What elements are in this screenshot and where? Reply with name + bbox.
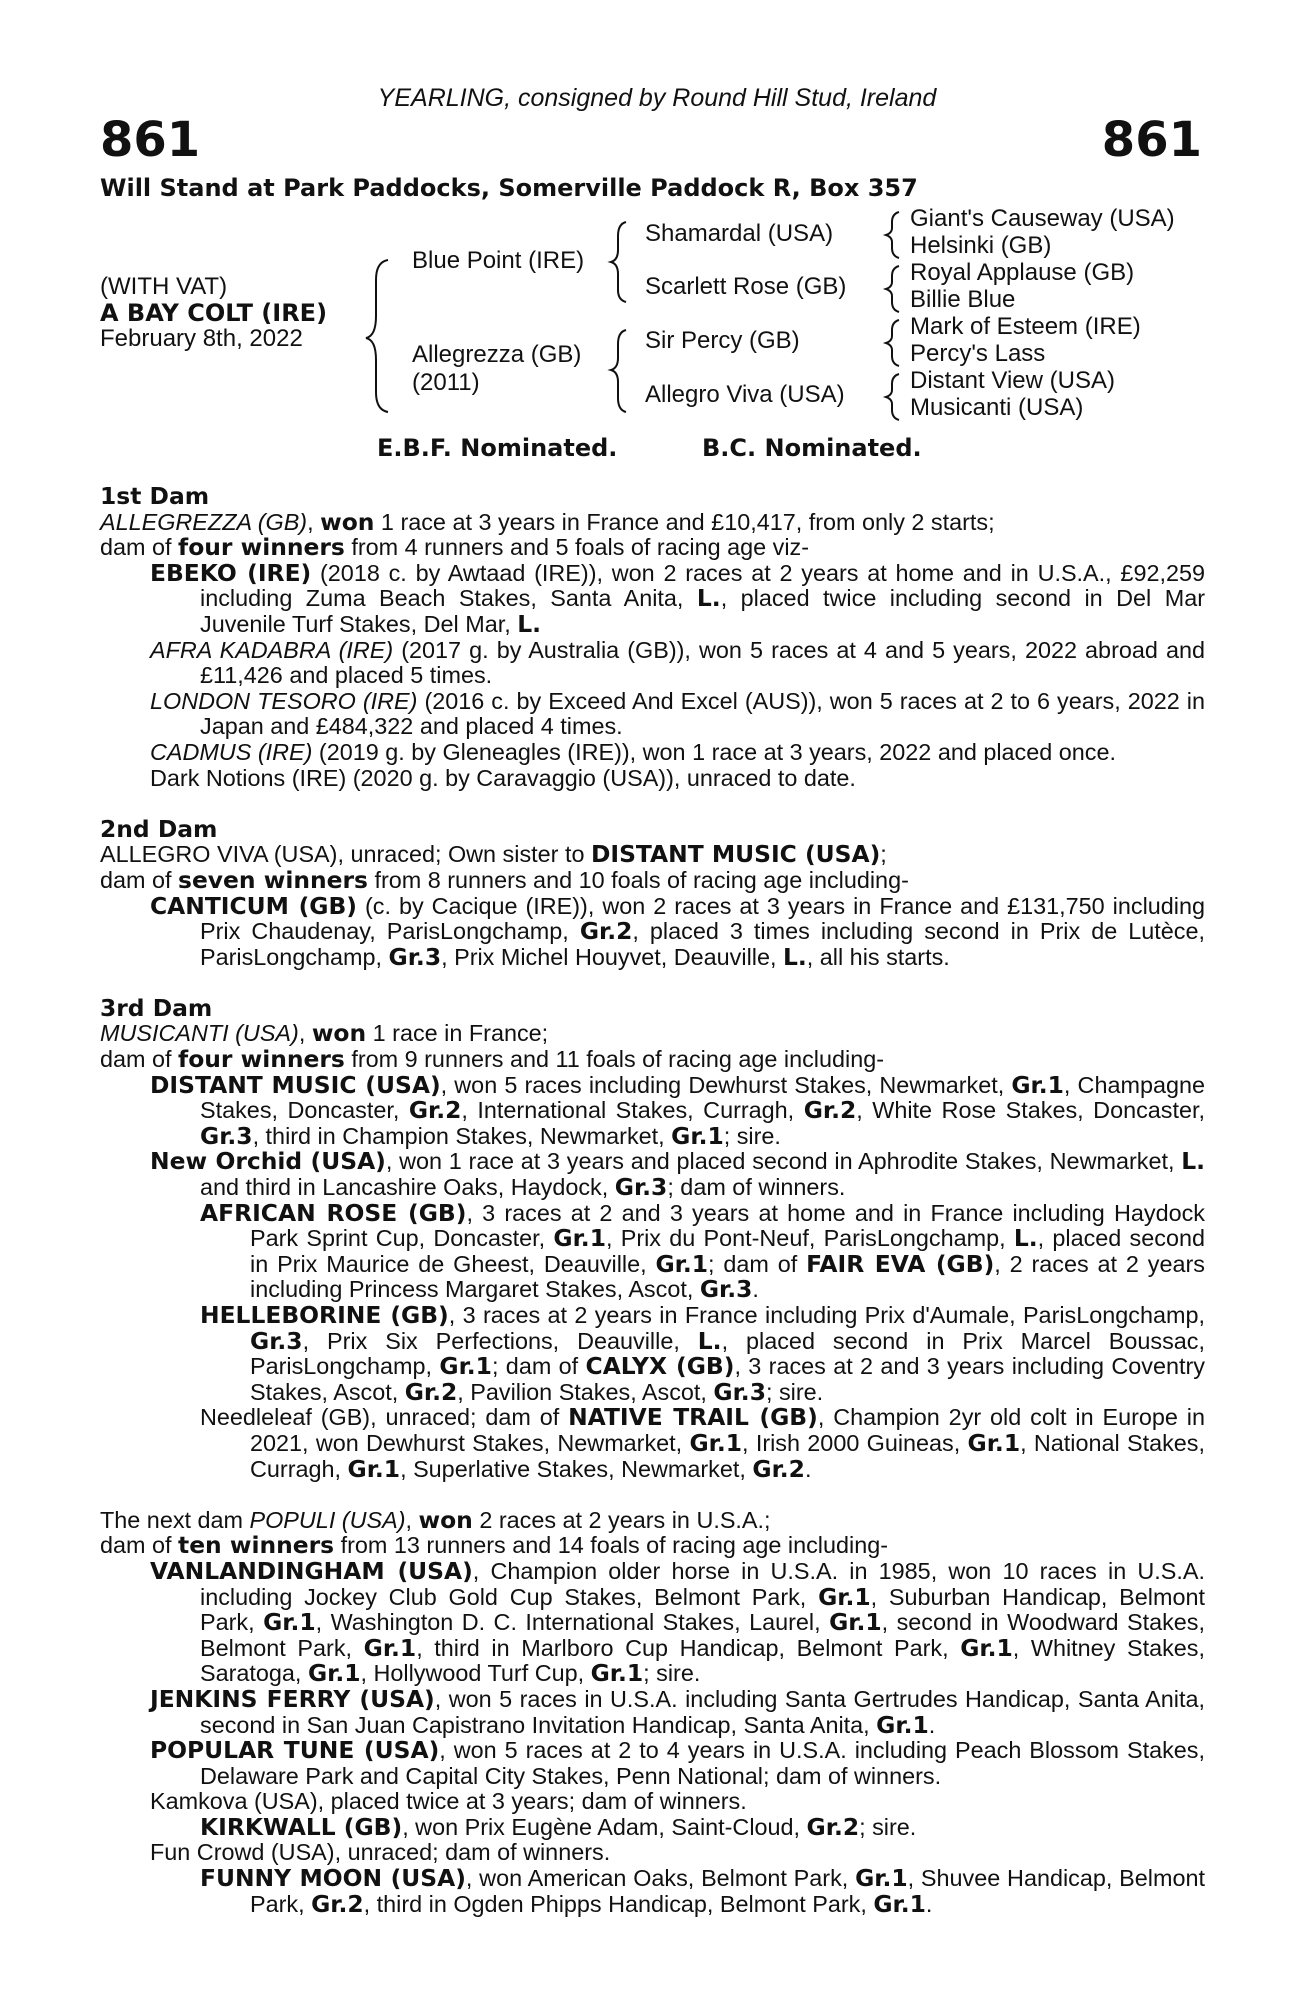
text: , Prix Michel Houyvet, Deauville,	[441, 943, 783, 970]
grade: Gr.2	[404, 1377, 458, 1406]
text: , Prix Six Perfections, Deauville,	[302, 1327, 698, 1354]
grade: Gr.3	[614, 1173, 668, 1202]
text: The next dam	[100, 1506, 250, 1533]
text: , won 5 races including Dewhurst Stakes, Newmarket,	[440, 1071, 1012, 1098]
grade: Gr.1	[553, 1224, 606, 1253]
horse-name: DISTANT MUSIC (USA)	[150, 1070, 441, 1099]
produce-entry	[100, 1684, 1205, 1739]
text: .	[804, 1455, 812, 1482]
text: , 3 races at 2 and 3 years including Coventry Stakes, Ascot,	[250, 1353, 1205, 1405]
grade: Gr.3	[200, 1121, 253, 1150]
grade: Gr.3	[713, 1377, 766, 1406]
horse-name: LONDON TESORO (IRE)	[150, 687, 418, 714]
text: , 3 races at 2 and 3 years at home and in France including Haydock Park Sprint Cup, Doncaster,	[250, 1199, 1205, 1252]
text: , all his starts.	[806, 943, 950, 970]
horse-name: AFRICAN ROSE (GB)	[200, 1198, 467, 1227]
winners-count: ten winners	[178, 1531, 335, 1560]
record-text: 1 race at 3 years in France and £10,417, from only 2 starts;	[374, 508, 995, 535]
grade: Gr.2	[579, 917, 633, 946]
grade: Gr.1	[307, 1659, 361, 1688]
grandsire-5: Mark of Esteem (IRE)	[910, 313, 1141, 340]
winners-count: four winners	[178, 1045, 345, 1074]
produce-entry: Kamkova (USA), placed twice at 3 years; dam of winners.	[150, 1788, 747, 1815]
grade: Gr.2	[311, 1889, 364, 1918]
text: , placed second in Prix Marcel Boussac, ParisLongchamp,	[250, 1327, 1205, 1380]
grade: Gr.1	[671, 1121, 724, 1150]
text: , Shuvee Handicap, Belmont Park,	[250, 1865, 1205, 1917]
text: ,	[405, 1506, 419, 1533]
produce-entry	[100, 1812, 1205, 1841]
grade: Gr.1	[347, 1454, 401, 1483]
text: ; sire.	[643, 1660, 701, 1687]
next-dam-produce-summary	[100, 1533, 1205, 1559]
produce-entry	[100, 1070, 1205, 1150]
produce-entry	[100, 1303, 1205, 1405]
produce-entry	[100, 1198, 1205, 1304]
text: , Champion older horse in U.S.A. in 1985, won 10 races in U.S.A. including Jockey Club Gold Cup Stakes, Belmont Park,	[200, 1557, 1205, 1610]
grade: Gr.1	[876, 1710, 929, 1739]
produce-entry	[100, 1149, 1205, 1200]
text: .	[925, 1890, 933, 1917]
grade: Gr.1	[960, 1633, 1013, 1662]
winners-count: seven winners	[178, 865, 368, 894]
grade: Gr.1	[263, 1608, 316, 1637]
text: , Suburban Handicap, Belmont Park,	[200, 1583, 1205, 1636]
text: dam of	[100, 1046, 179, 1073]
sire-sire: Shamardal (USA)	[645, 220, 834, 247]
produce-entry	[100, 1866, 1205, 1917]
won-label: won	[320, 507, 375, 536]
grade: Gr.1	[855, 1864, 908, 1893]
grade: Gr.2	[806, 1812, 860, 1841]
grade: Gr.2	[803, 1096, 857, 1125]
text: ; dam of	[491, 1353, 586, 1380]
text: ; sire.	[859, 1813, 917, 1840]
grandsire-1: Giant's Causeway (USA)	[910, 205, 1175, 232]
horse-name: CADMUS (IRE)	[150, 738, 313, 765]
text: 1 race in France;	[366, 1020, 549, 1047]
bc-nomination: B.C. Nominated.	[702, 434, 922, 462]
horse-name: MUSICANTI (USA)	[100, 1020, 299, 1047]
first-dam-heading: 1st Dam	[100, 482, 210, 510]
text: , placed second in Prix Maurice de Gheest, Deauville,	[250, 1225, 1205, 1277]
grade: Gr.3	[699, 1275, 753, 1304]
horse-name: DISTANT MUSIC (USA)	[590, 840, 881, 869]
text: dam of	[100, 1532, 179, 1559]
grade: Gr.1	[590, 1659, 644, 1688]
text: , 2 races at 2 years including Princess Margaret Stakes, Ascot,	[250, 1250, 1205, 1303]
text: from 9 runners and 11 foals of racing age including-	[344, 1046, 885, 1073]
grade: Gr.1	[829, 1608, 882, 1637]
catalogue-body	[100, 484, 1205, 1917]
text: , third in Champion Stakes, Newmarket,	[252, 1122, 672, 1149]
text: (2016 c. by Exceed And Excel (AUS)), won 5 races at 2 to 6 years, 2022 in Japan and £484,322 and placed 4 times.	[200, 687, 1205, 740]
text: , White Rose Stakes, Doncaster,	[856, 1097, 1205, 1124]
grade: L.	[697, 1326, 722, 1355]
grade: Gr.1	[689, 1428, 743, 1457]
dam-year: (2011)	[412, 369, 480, 396]
second-dam-record	[100, 842, 1205, 868]
text: , Washington D. C. International Stakes, Laurel,	[315, 1609, 830, 1636]
third-dam-produce-summary	[100, 1047, 1205, 1073]
granddam-6: Percy's Lass	[910, 340, 1046, 367]
text: Needleleaf (GB), unraced; dam of	[200, 1404, 569, 1431]
text: , won 1 race at 3 years and placed second in Aphrodite Stakes, Newmarket,	[385, 1148, 1182, 1175]
produce-entry	[100, 740, 1205, 766]
horse-name: AFRA KADABRA (IRE)	[150, 636, 394, 663]
vat-note: (WITH VAT)	[100, 273, 228, 300]
text: , won Prix Eugène Adam, Saint-Cloud,	[402, 1813, 807, 1840]
text: dam of	[100, 866, 179, 893]
second-dam-produce-summary	[100, 865, 1205, 894]
text: , second in Woodward Stakes, Belmont Park,	[200, 1609, 1205, 1661]
text: , placed 3 times including second in Prix de Lutèce, ParisLongchamp,	[200, 918, 1205, 970]
text: 2 races at 2 years in U.S.A.;	[472, 1506, 771, 1533]
horse-name: CANTICUM (GB)	[150, 891, 357, 920]
text: ;	[880, 841, 887, 868]
grade: Gr.1	[439, 1352, 492, 1381]
granddam-2: Helsinki (GB)	[910, 232, 1052, 259]
dam-dam: Allegro Viva (USA)	[645, 381, 845, 408]
produce-entry	[100, 558, 1205, 638]
grade: L.	[782, 942, 807, 971]
text: from 13 runners and 14 foals of racing age including-	[334, 1532, 889, 1559]
text: dam of	[100, 534, 179, 561]
text: , third in Ogden Phipps Handicap, Belmont Park,	[363, 1890, 874, 1917]
grade: Gr.3	[388, 942, 442, 971]
lot-number-right: 861	[1101, 112, 1202, 168]
produce-entry	[100, 1405, 1205, 1482]
text: (2018 c. by Awtaad (IRE)), won 2 races at 2 years at home and in U.S.A., £92,259 including Zuma Beach Stakes, Santa Anita,	[200, 559, 1205, 612]
produce-entry	[100, 1738, 1205, 1789]
horse-name: KIRKWALL (GB)	[200, 1812, 403, 1841]
lot-number-left: 861	[100, 112, 201, 168]
ebf-nomination: E.B.F. Nominated.	[377, 434, 618, 462]
sire-dam: Scarlett Rose (GB)	[645, 273, 847, 300]
text: ; sire.	[765, 1378, 824, 1405]
text: (2017 g. by Australia (GB)), won 5 races at 4 and 5 years, 2022 abroad and £11,426 and placed 5 times.	[200, 636, 1205, 689]
horse-name: New Orchid (USA)	[150, 1147, 386, 1176]
horse-name: JENKINS FERRY (USA)	[150, 1684, 435, 1713]
text: ; dam of winners.	[667, 1174, 846, 1201]
grade: Gr.1	[873, 1889, 926, 1918]
grade: Gr.1	[655, 1249, 709, 1278]
text: (c. by Cacique (IRE)), won 2 races at 3 years in France and £131,750 including Prix Chaudenay, ParisLongchamp,	[200, 892, 1206, 945]
text: .	[752, 1276, 759, 1303]
text: from 8 runners and 10 foals of racing age including-	[367, 866, 909, 893]
subject-name: A BAY COLT (IRE)	[100, 299, 328, 327]
dam: Allegrezza (GB)	[412, 341, 582, 368]
second-dam-heading: 2nd Dam	[100, 814, 218, 843]
text: , won American Oaks, Belmont Park,	[465, 1865, 856, 1892]
third-dam-record: MUSICANTI (USA), won 1 race in France;	[100, 1019, 549, 1048]
grandsire-3: Royal Applause (GB)	[910, 259, 1135, 286]
text: , won 5 races in U.S.A. including Santa Gertrudes Handicap, Santa Anita, second in San Juan Capistrano Invitation Handicap, Santa Anita,	[200, 1685, 1205, 1738]
dam-sire: Sir Percy (GB)	[645, 327, 800, 354]
first-dam-produce-summary	[100, 535, 1205, 561]
granddam-8: Musicanti (USA)	[910, 394, 1084, 421]
horse-name: CALYX (GB)	[585, 1352, 735, 1381]
horse-name: VANLANDINGHAM (USA)	[150, 1556, 473, 1585]
winners-count: four winners	[178, 533, 345, 562]
horse-name: POPULI (USA)	[249, 1506, 406, 1533]
text: , Champion 2yr old colt in Europe in 2021, won Dewhurst Stakes, Newmarket,	[250, 1404, 1205, 1456]
horse-name: HELLEBORINE (GB)	[200, 1301, 449, 1329]
produce-entry	[100, 891, 1206, 971]
horse-name: FUNNY MOON (USA)	[200, 1864, 466, 1893]
text: , Irish 2000 Guineas,	[742, 1429, 968, 1456]
text: .	[928, 1711, 936, 1738]
grade: Gr.2	[408, 1096, 462, 1125]
stand-location: Will Stand at Park Paddocks, Somerville Paddock R, Box 357	[100, 174, 918, 202]
text: , third in Marlboro Cup Handicap, Belmont Park,	[416, 1634, 961, 1661]
text: from 4 runners and 5 foals of racing age viz-	[344, 534, 810, 561]
text: ; dam of	[708, 1250, 807, 1277]
text: and third in Lancashire Oaks, Haydock,	[200, 1174, 615, 1201]
text: , Superlative Stakes, Newmarket,	[400, 1455, 753, 1482]
text: , Pavilion Stakes, Ascot,	[457, 1378, 714, 1405]
sire: Blue Point (IRE)	[412, 247, 585, 274]
consignment-line: YEARLING, consigned by Round Hill Stud, Ireland	[377, 84, 937, 112]
text: , placed twice including second in Del Mar Juvenile Turf Stakes, Del Mar,	[200, 585, 1205, 637]
first-dam-name: ALLEGREZZA (GB)	[100, 508, 308, 535]
won-label: won	[418, 1505, 473, 1534]
horse-name: POPULAR TUNE (USA)	[150, 1736, 440, 1765]
text: ALLEGRO VIVA (USA), unraced; Own sister to	[100, 841, 591, 868]
text: , National Stakes, Curragh,	[250, 1429, 1205, 1482]
horse-name: FAIR EVA (GB)	[806, 1249, 995, 1278]
won-label: won	[311, 1019, 367, 1048]
text: , 3 races at 2 years in France including Prix d'Aumale, ParisLongchamp,	[448, 1302, 1205, 1328]
text: , Hollywood Turf Cup,	[360, 1660, 591, 1687]
grandsire-7: Distant View (USA)	[910, 367, 1115, 394]
text: (2019 g. by Gleneagles (IRE)), won 1 race at 3 years, 2022 and placed once.	[312, 738, 1116, 765]
grade: Gr.1	[1011, 1070, 1064, 1099]
grade: L.	[517, 609, 541, 638]
produce-entry	[100, 1556, 1205, 1688]
produce-entry	[100, 689, 1205, 740]
produce-entry: Fun Crowd (USA), unraced; dam of winners.	[150, 1839, 611, 1866]
grade: Gr.3	[250, 1326, 303, 1355]
text: , Champagne Stakes, Doncaster,	[200, 1071, 1205, 1124]
text: , Prix du Pont-Neuf, ParisLongchamp,	[605, 1225, 1014, 1252]
next-dam-record	[100, 1505, 1205, 1534]
text: , International Stakes, Curragh,	[461, 1097, 804, 1124]
foaling-date: February 8th, 2022	[100, 325, 303, 352]
grade: L.	[1181, 1147, 1205, 1176]
grade: L.	[1013, 1224, 1038, 1253]
first-dam-record: ALLEGREZZA (GB), won 1 race at 3 years in France and £10,417, from only 2 starts;	[100, 507, 995, 536]
horse-name: NATIVE TRAIL (GB)	[568, 1403, 818, 1432]
horse-name: EBEKO (IRE)	[150, 558, 312, 587]
grade: L.	[696, 584, 721, 613]
third-dam-heading: 3rd Dam	[100, 993, 213, 1022]
produce-entry	[100, 638, 1205, 689]
produce-entry: Dark Notions (IRE) (2020 g. by Caravaggio (USA)), unraced to date.	[150, 764, 856, 791]
grade: Gr.1	[363, 1633, 417, 1662]
granddam-4: Billie Blue	[910, 286, 1016, 313]
text: , won 5 races at 2 to 4 years in U.S.A. including Peach Blossom Stakes, Delaware Park and Capital City Stakes, Penn National; dam of winners.	[200, 1737, 1205, 1789]
text: , Whitney Stakes, Saratoga,	[200, 1634, 1205, 1687]
grade: Gr.1	[818, 1582, 871, 1611]
grade: Gr.2	[752, 1454, 805, 1483]
text: ; sire.	[723, 1122, 781, 1149]
grade: Gr.1	[967, 1428, 1021, 1457]
